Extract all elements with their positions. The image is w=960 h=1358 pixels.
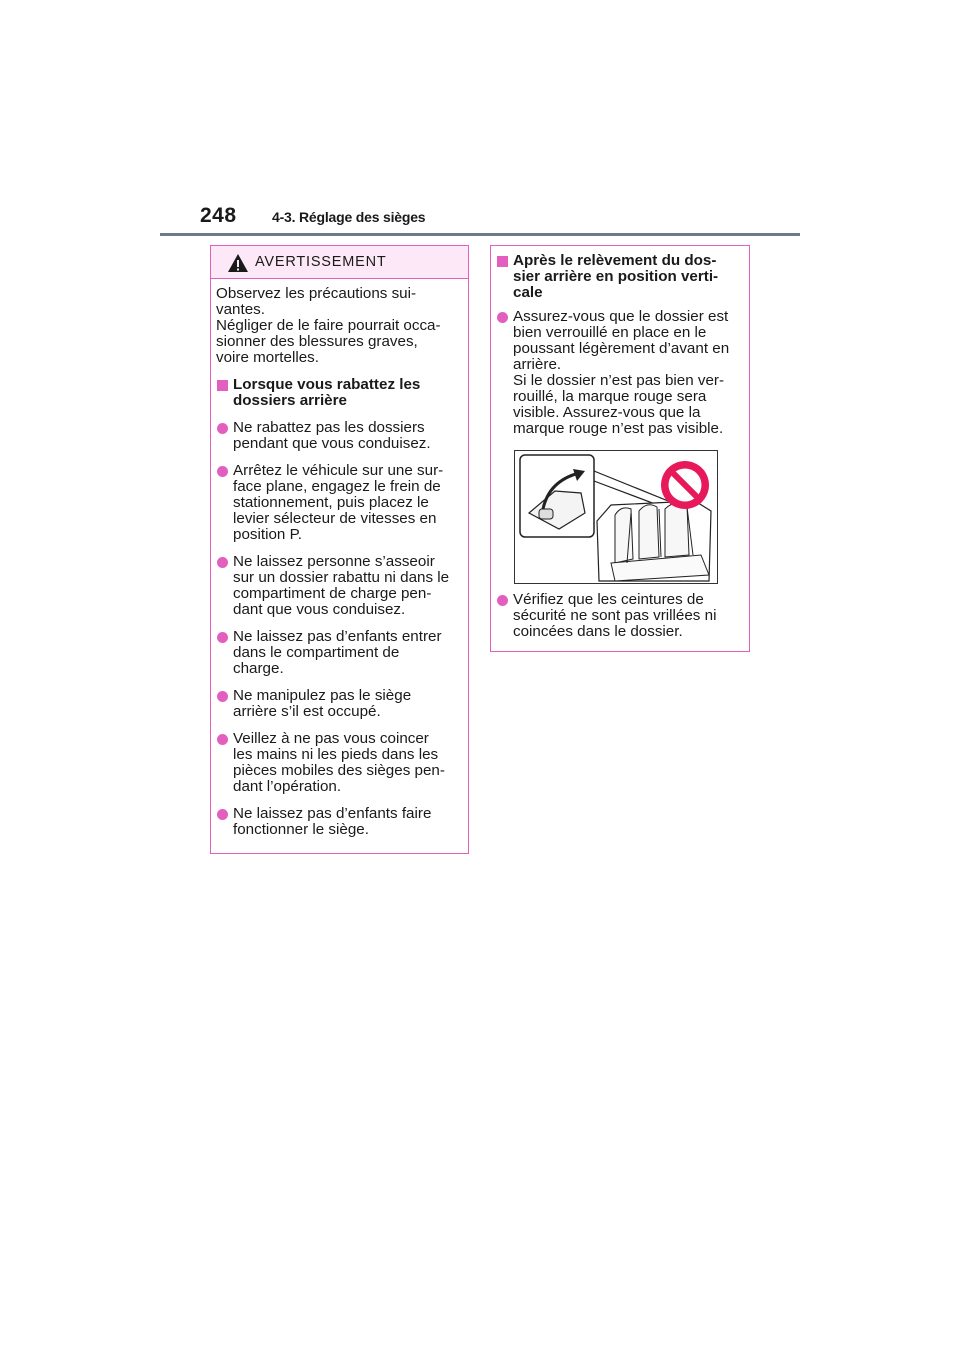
page-number: 248 [200, 204, 237, 227]
bullet-dot-icon [217, 691, 228, 702]
list-item: Ne laissez personne s’asseoir sur un dossier rabattu ni dans le compartiment de charge pen- dant que vous conduisez. [216, 554, 460, 618]
bullet-dot-icon [217, 632, 228, 643]
section-title: 4-3. Réglage des sièges [272, 209, 426, 225]
list-item: Vérifiez que les ceintures de sécurité ne sont pas vrillées ni coincées dans le dossier. [496, 592, 741, 640]
list-item: Veillez à ne pas vous coincer les mains ni les pieds dans les pièces mobiles des sièges pen- dant l’opération. [216, 731, 460, 795]
list-item: Ne laissez pas d’enfants entrer dans le compartiment de charge. [216, 629, 460, 677]
list-item: Arrêtez le véhicule sur une sur- face plane, engagez le frein de stationnement, puis placez le levier sélecteur de vitesses en position P. [216, 463, 460, 543]
bullet-dot-icon [497, 312, 508, 323]
warning-box [210, 245, 469, 854]
seat-illustration [514, 450, 718, 584]
list-item: Assurez-vous que le dossier est bien verrouillé en place en le poussant légèrement d’avant en arrière. Si le dossier n’est pas bien ver- rouillé, la marque rouge sera visible. Assurez-vous que la marque rouge n’est pas visible. [496, 309, 741, 437]
bullet-dot-icon [217, 466, 228, 477]
upright-box [490, 245, 750, 652]
page-header [200, 204, 800, 232]
square-bullet-icon [497, 256, 508, 267]
square-bullet-icon [217, 380, 228, 391]
list-item: Ne laissez pas d’enfants faire fonctionner le siège. [216, 806, 460, 838]
warning-triangle-icon [227, 253, 249, 273]
warning-header [211, 246, 468, 279]
bullet-dot-icon [497, 595, 508, 606]
bullet-dot-icon [217, 423, 228, 434]
folding-heading: Lorsque vous rabattez les dossiers arrière [216, 377, 460, 409]
bullet-dot-icon [217, 557, 228, 568]
warning-title: AVERTISSEMENT [255, 254, 387, 270]
upright-heading: Après le relèvement du dos- sier arrière en position verti- cale [496, 253, 741, 301]
list-item: Ne rabattez pas les dossiers pendant que vous conduisez. [216, 420, 460, 452]
header-rule [160, 233, 800, 236]
list-item: Ne manipulez pas le siège arrière s’il est occupé. [216, 688, 460, 720]
bullet-dot-icon [217, 809, 228, 820]
rear-seat-drawing [515, 451, 717, 583]
warning-intro: Observez les précautions sui- vantes. Négliger de le faire pourrait occa- sionner des blessures graves, voire mortelles. [216, 285, 441, 366]
bullet-dot-icon [217, 734, 228, 745]
